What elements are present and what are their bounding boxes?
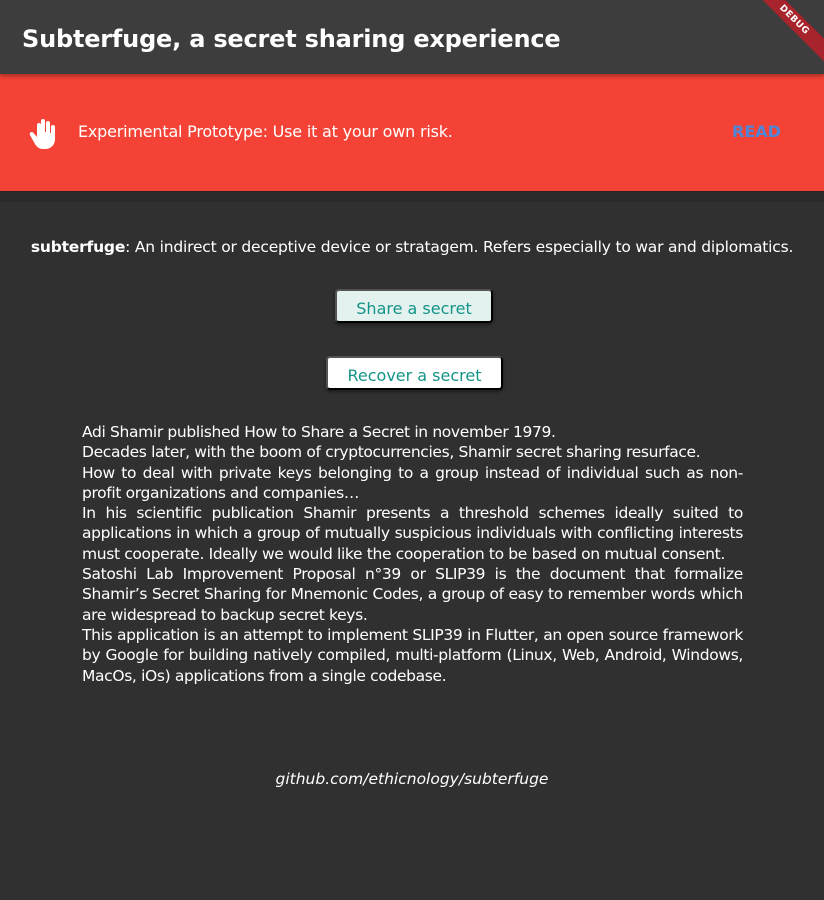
recover-secret-button[interactable]: Recover a secret [326, 356, 503, 390]
definition-text [0, 236, 824, 258]
definition-body: : An indirect or deceptive device or stratagem. Refers especially to war and diplomatics. [125, 238, 794, 256]
definition-term: subterfuge [30, 238, 126, 256]
description-line: Adi Shamir published How to Share a Secret in november 1979. [82, 423, 556, 441]
description-text [82, 422, 743, 686]
warning-banner [0, 74, 824, 191]
app-bar [0, 0, 824, 74]
debug-banner: DEBUG [746, 0, 824, 68]
description-line: In his scientific publication Shamir presents a threshold schemes ideally suited to applications in which a group of mutually suspicious individuals with conflicting interests must cooperate. Ideally we would like the cooperation to be based on mutual consent. [82, 504, 743, 563]
hand-stop-icon [28, 118, 58, 150]
description-line: Decades later, with the boom of cryptocurrencies, Shamir secret sharing resurface. [82, 443, 701, 462]
banner-divider [0, 191, 824, 202]
app-title: Subterfuge, a secret sharing experience [22, 25, 561, 53]
description-line: This application is an attempt to implement SLIP39 in Flutter, an open source framework by Google for building natively compiled, multi-platform (Linux, Web, Android, Windows, MacOs, iOs) applications from a single codebase. [82, 625, 743, 685]
share-secret-button[interactable]: Share a secret [335, 289, 493, 323]
description-line: How to deal with private keys belonging to a group instead of individual such as non-profit organizations and companies… [82, 463, 743, 502]
banner-message: Experimental Prototype: Use it at your own risk. [78, 122, 453, 141]
description-line: Satoshi Lab Improvement Proposal n°39 or SLIP39 is the document that formalize Shamir’s Secret Sharing for Mnemonic Codes, a group of easy to remember words which are widespread to backup secret keys. [82, 565, 743, 624]
read-button[interactable]: READ [732, 122, 781, 141]
repo-link[interactable]: github.com/ethicnology/subterfuge [275, 770, 549, 788]
